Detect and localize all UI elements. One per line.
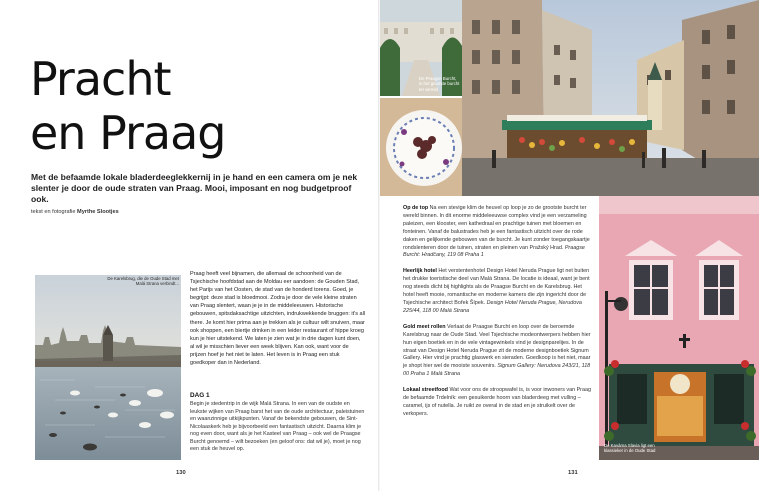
section-shopping xyxy=(403,324,594,379)
market-street-photo xyxy=(462,0,759,196)
article-title xyxy=(30,52,226,160)
byline-prefix: tekst en fotografie xyxy=(31,209,76,215)
section-text: Het verstentenhotel Design Hotel Neruda Prague ligt net buiten het drukke toeristische deel van Malá Strana. De locatie is ideaal, want je bent nog steeds dicht bij highlights als de Praagse Burcht en de Karelsbrug. Het hotel heeft mooie, romantische en moderne kamers die zijn ingericht door de Tsjechische architect Bořek Šípek. xyxy=(403,268,590,306)
byline xyxy=(31,209,119,215)
section-lead: Op de top xyxy=(403,205,430,211)
section-lead: Gold meet rollen xyxy=(403,323,448,330)
section-on-top xyxy=(403,205,594,260)
article-body-right xyxy=(403,205,594,427)
section-text: Na een stevige klim de heuvel op loop je zo de grootste burcht ter wereld binnen. In dit enorme middeleeuwse complex vind je een verzameling paleizen, een klooster, een kathedraal en prachtige tuinen met bloemen en fonteinen. Vanaf de balustrades heb je een fantastisch uitzicht over de rode daken en gelijkende gebouwen van de burcht. Je kunt zonder toegangskaartje rondslenteren door de tuinen, straten en pleinen van Pražský Hrad. xyxy=(403,205,590,251)
trdelnik-plate-photo xyxy=(380,98,462,196)
section-text: Wat voor ons de stroopwafel is, is voor inwoners van Praag de befaamde Trdelník: een gesuikerde hoorn van bladerdeeg met vulling – caramel, ijs of nutella. Je ruikt ze overal in de stad en je struikelt over de verkopers. xyxy=(403,387,591,417)
section-text: Verlaat de Praagse Burcht en loop over de beroemde Karelsbrug naar de Oude Stad. Veel Tsjechische modeontwerpers hebben hier hun eigen boetiek en in de vele vintagewinkels vind je designparelijes. In de straat van Design Hotel Neruda Prague zit de moderne designboetiek Signum Gallery. Hier vind je prachtig glaswerk en sieraden. Goedkoop is het niet, maar je shopt hier wel de mooiste souvenirs. xyxy=(403,323,591,370)
page-number-left: 130 xyxy=(176,470,186,476)
section-address: Praagse Burcht: Hradčany, 119 08 Praha 1 xyxy=(403,244,585,259)
pink-facade-photo xyxy=(599,196,759,460)
article-lead: Met de befaamde lokale bladerdeeglekkernij in je hand en een camera om je nek slenter je door de oude straten van Praag. Mooi, imposant en nog budgetproof ook. xyxy=(31,172,358,205)
section-lead: Lokaal streetfood xyxy=(403,387,450,394)
section-lead: Heerlijk hotel xyxy=(403,268,439,275)
section-hotel xyxy=(403,268,594,315)
section-address: Signum Gallery: Nerudova 243/21, 118 00 Praha 1 Malá Strana xyxy=(403,363,591,378)
page-number-right: 131 xyxy=(568,470,578,476)
article-intro: Praag heeft veel bijnamen, die allemaal de schoonheid van de Tsjechische hoofdstad aan de Moldau eer aandoen: de Gouden Stad, het Parijs van het Oosten, de stad van de honderd torens. Goed, je begrijpt: deze stad is bloedmooi. Zodra je door de vele kleine straten van Praag slentert, waan je je in de middeleeuwen. Historische gebouwen, spitsdaksachtige uitzichten, indrukwekkende bruggen: it's all there. Je komt hier prima aan je trekken als je cultuur wilt snuiven, maar ook shoppen, een biertje drinken in een leider restaurant of hippe kroeg kun je hier uitstekend. We laten je zien wat je in drie dagen kunt doen, al wil je misschien liever een week blijven. Kan ook, want voor de prijzen hoef je het niet te laten. Het leven is in Praag een stuk goedkoper dan in Nederland. xyxy=(190,271,366,367)
day-heading: DAG 1 xyxy=(190,392,210,399)
photo-caption-castle: De Praagse Burcht, in het grootste burcht ter wereld xyxy=(419,76,460,92)
charles-bridge-photo xyxy=(35,275,181,460)
title-line-2: en Praag xyxy=(30,106,226,160)
byline-author: Myrthe Slootjes xyxy=(77,209,119,215)
title-line-1: Pracht xyxy=(30,52,171,106)
day-text: Begin je stedentrip in de wijk Malá Strana. In een van de oudste en leukste wijken van Praag barst het van de oude architectuur, paleistuinen en waanzinnige uitkijkpunten. Vanaf de bekendste gebouwen, de Sint-Nicolaaskerk heb je bijvoorbeeld een fantastisch uitzicht. Daarna klim je nog even door, want als je het Kasteel van Praag – ook wel de Praagse Burcht genoemd – wilt bezoeken (en geloof ons: dat wil je), moet je nog een stuk de heuvel op. xyxy=(190,401,365,452)
photo-caption-facade: De Kavárna Slavia ligt een klassieker in de Oude Stad xyxy=(604,443,656,454)
photo-caption-left: De Karelsbrug, die de Oude Stad met Malá Strana verbindt... xyxy=(107,276,179,287)
section-address: Design Hotel Neruda Prague, Nerudova 225/44, 118 00 Malá Strana xyxy=(403,299,582,314)
section-streetfood xyxy=(403,387,594,419)
